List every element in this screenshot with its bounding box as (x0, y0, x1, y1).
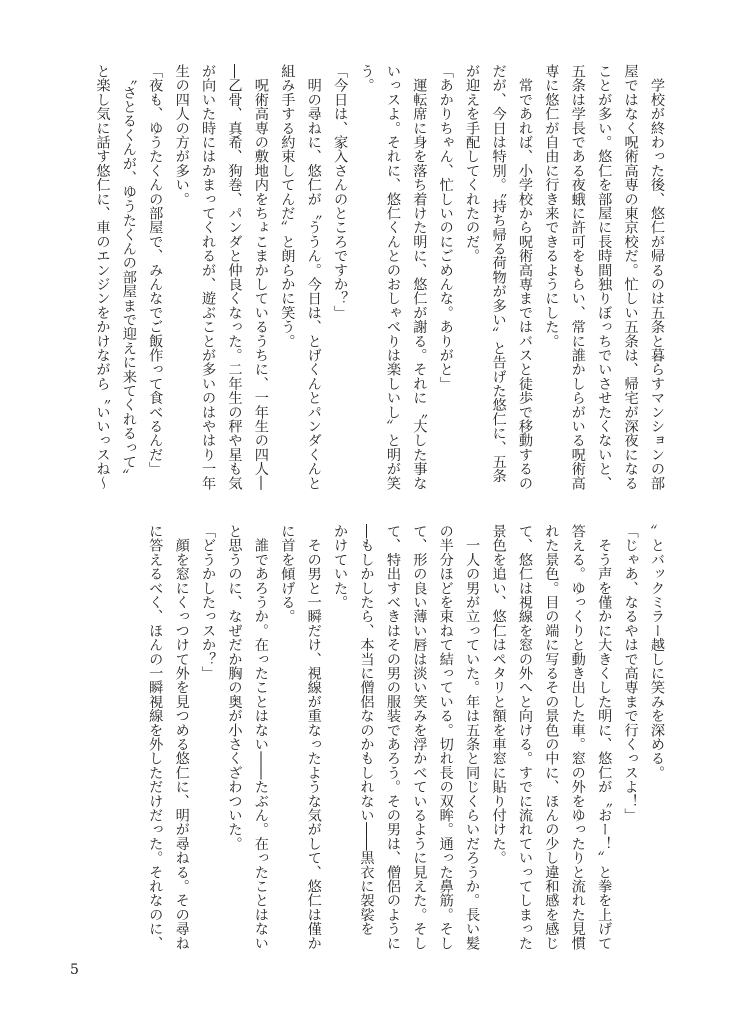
text-line: 常であれば、小学校から呪術高専まではバスと徒歩で移動するの (516, 64, 533, 490)
text-line: て、特出すべきはその男の服装であろう。その男は、僧侶のように (384, 524, 401, 950)
text-line: その男と一瞬だけ、視線が重なったような気がして、悠仁は僅か (305, 524, 322, 950)
text-line: 呪術高専の敷地内をちょこまかしているうちに、一年生の四人― (252, 64, 269, 490)
text-line: 専に悠仁が自由に行き来できるようにした。 (543, 64, 560, 348)
text-line: 屋ではなく呪術高専の東京校だ。忙しい五条は、帰宅が深夜になる (622, 64, 639, 490)
text-line: 「夜も、ゆうたくんの部屋で、みんなでご飯作って食べるんだ」 (147, 64, 164, 476)
text-line: と思うのに、なぜだか胸の奥が小さくざわついた。 (226, 524, 243, 851)
text-line: かけていた。 (332, 524, 349, 610)
text-line: そう声を僅かに大きくした明に、悠仁が〝おー！〟と拳を上げて (596, 524, 613, 950)
text-line: て、悠仁は視線を窓の外へと向ける。すでに流れていってしまった (516, 524, 533, 950)
text-line: て、形の良い薄い唇は淡い笑みを浮かべているように見えた。そし (411, 524, 428, 950)
text-line: う。 (358, 64, 375, 93)
text-line: に首を傾げる。 (279, 524, 296, 624)
text-line: 「あかりちゃん、忙しいのにごめんな。ありがと」 (437, 64, 454, 391)
text-line: が迎えを手配してくれたのだ。 (464, 64, 481, 263)
text-line: 〟とバックミラー越しに笑みを深める。 (649, 524, 665, 780)
bottom-text-tier (142, 524, 670, 956)
text-line: 「今日は、家入さんのところですか？」 (332, 64, 349, 320)
text-line: 五条は学長である夜蛾に許可をもらい、常に誰かしらがいる呪術高 (569, 64, 586, 490)
text-line: 一人の男が立っていた。年は五条と同じくらいだろうか。長い髪 (464, 524, 481, 950)
text-line: 顔を窓にくっつけて外を見つめる悠仁に、明が尋ねる。その尋ね (173, 524, 190, 950)
text-line: 明の尋ねに、悠仁が〝ううん。今日は、とげくんとパンダくんと (305, 64, 322, 490)
text-line: いっスよ。それに、悠仁くんとのおしゃべりは楽しいし〟と明が笑 (384, 64, 401, 490)
text-line: 景色を追い、悠仁はペタリと額を車窓に貼り付けた。 (490, 524, 507, 865)
text-line: 誰であろうか。在ったことはない――たぶん。在ったことはない (252, 524, 269, 950)
text-line: 運転席に身を落ち着けた明に、悠仁が謝る。それに〝大した事な (411, 64, 428, 490)
text-line: ―もしかしたら、本当に僧侶なのかもしれない――黒衣に袈裟を (358, 524, 375, 936)
text-line: 「じゃあ、なるやはで高専まで行くっスよ！」 (622, 524, 639, 823)
text-line: 〝さとるくんが、ゆうたくんの部屋まで迎えに来てくれるって〟 (120, 64, 137, 483)
text-line: 生の四人の方が多い。 (173, 64, 190, 206)
text-line: れた景色。目の端に写るその景色の中に、ほんの少し違和感を感じ (543, 524, 560, 950)
text-line: と楽し気に話す悠仁に、車のエンジンをかけながら〝いいっスね～ (94, 64, 111, 490)
top-text-tier (89, 64, 670, 496)
text-line: の半分ほどを束ねて結っている。切れ長の双眸。通った鼻筋。そし (437, 524, 454, 950)
page-number: 5 (70, 962, 79, 978)
text-line: ことが多い。悠仁を部屋に長時間独りぼっちでいさせたくないと、 (596, 64, 613, 490)
text-line: 答える。ゆっくりと動き出した車。窓の外をゆったりと流れた見慣 (569, 524, 586, 950)
text-line: 学校が終わった後、悠仁が帰るのは五条と暮らすマンションの部 (649, 64, 665, 490)
text-line: が向いた時にはかまってくれるが、遊ぶことが多いのはやはり一年 (200, 64, 217, 490)
text-line: ―乙骨、真希、狗巻、パンダと仲良くなった。二年生の秤や星も気 (226, 64, 243, 490)
text-line: 「どうかしたっスか？」 (200, 524, 217, 681)
text-line: だが、今日は特別。〝持ち帰る荷物が多い〟と告げた悠仁に、五条 (490, 64, 507, 483)
text-line: 組み手する約束してんだ〟と朗らかに笑う。 (279, 64, 296, 348)
text-line: に答えるべく、ほんの一瞬視線を外しただけだった。それなのに、 (147, 524, 164, 950)
